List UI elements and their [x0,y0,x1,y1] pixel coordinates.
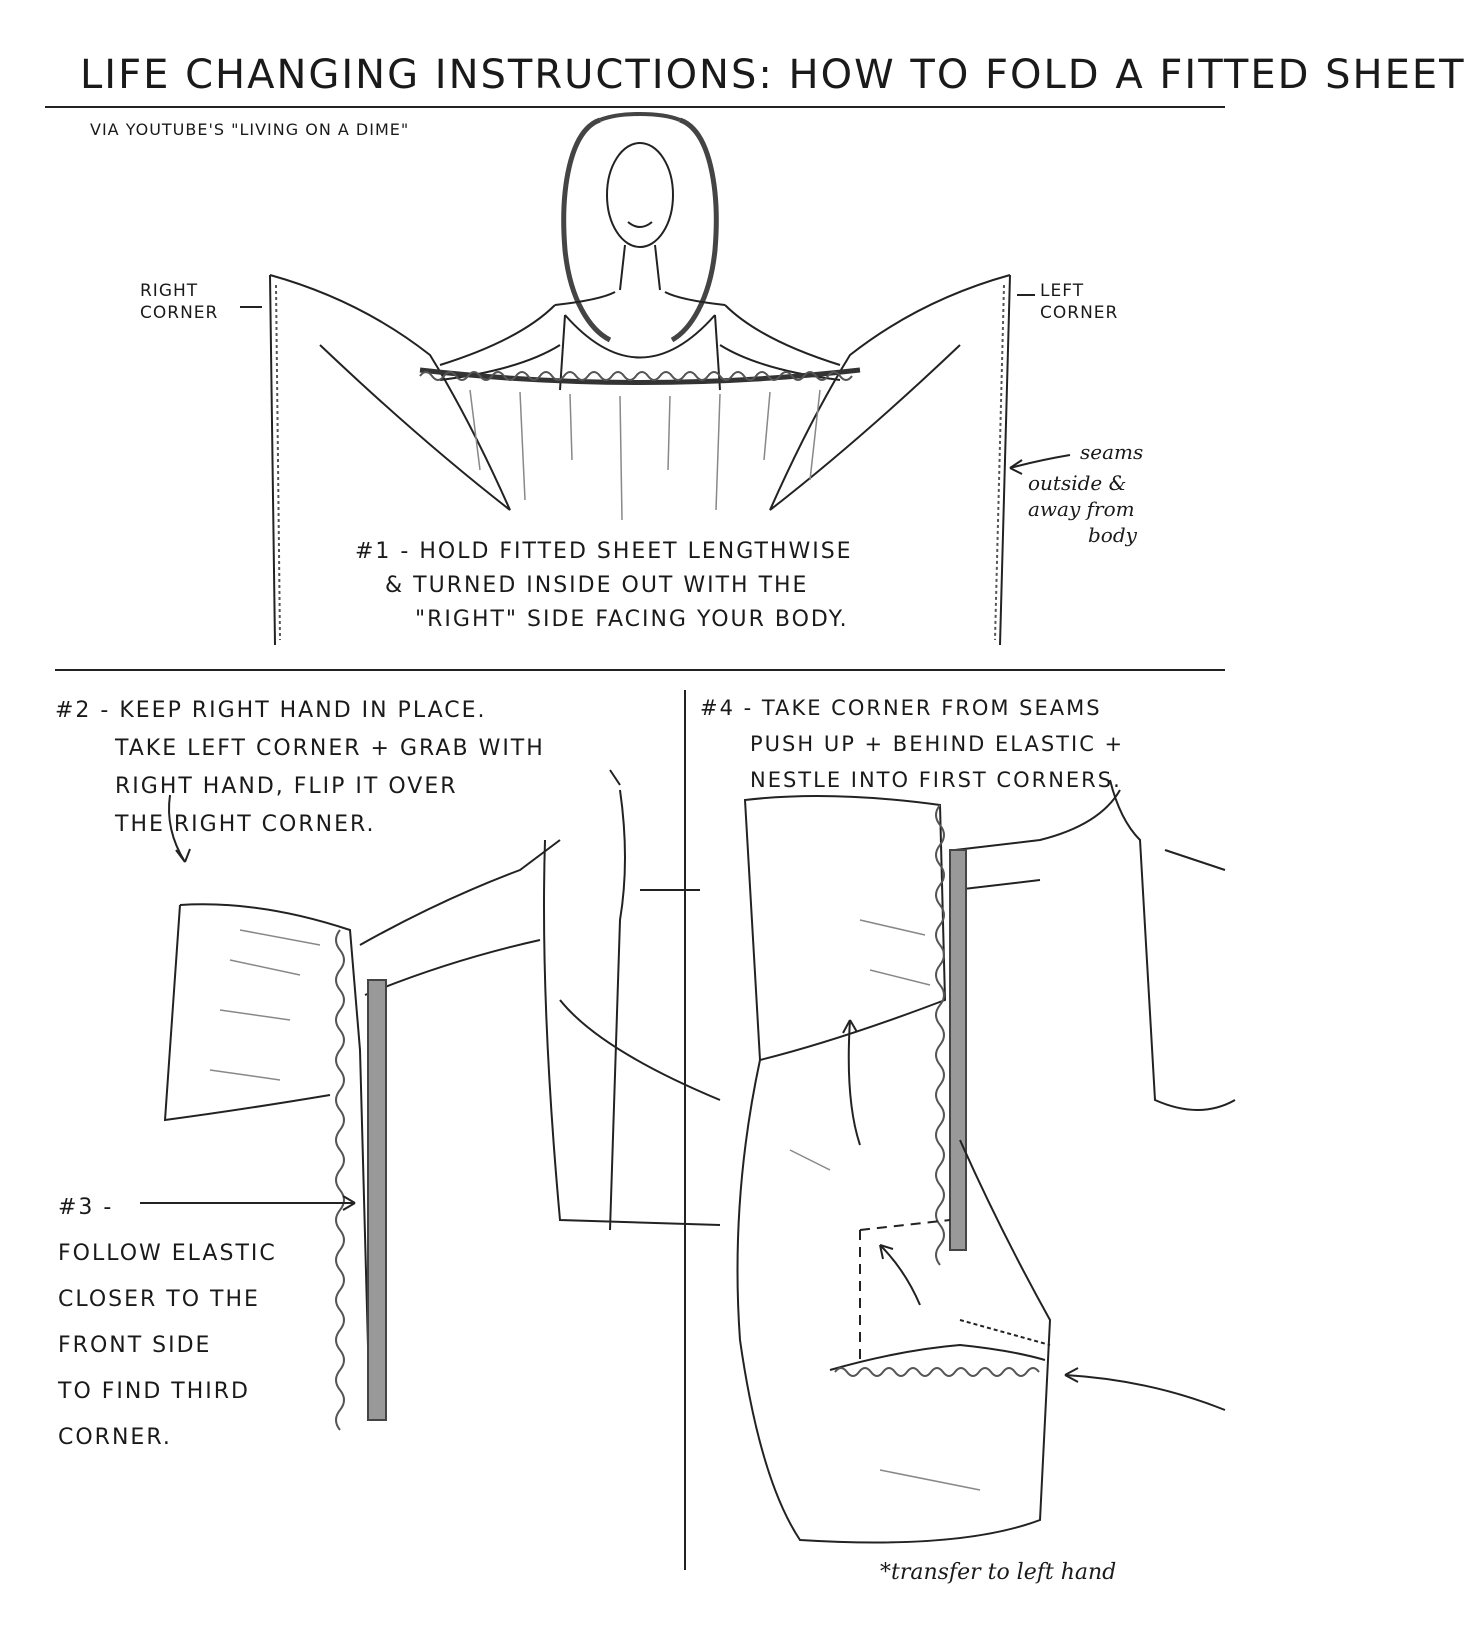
seams-label: seams [1080,440,1144,464]
footnote: *transfer to left hand [880,1560,1117,1585]
step1-line-2: & TURNED INSIDE OUT WITH THE [385,573,809,598]
step3-line-3: CLOSER TO THE [58,1287,260,1312]
panel1-figure [440,114,840,390]
step4-line-3: NESTLE INTO FIRST CORNERS. [750,768,1122,792]
step2-instructions [55,692,545,844]
step4-line-2: PUSH UP + BEHIND ELASTIC + [750,732,1125,756]
left-corner-label-line-2: CORNER [1040,303,1119,323]
seams-note-line-2: away from [1028,497,1135,521]
step1-line-3: "RIGHT" SIDE FACING YOUR BODY. [415,607,849,632]
step2-line-2: TAKE LEFT CORNER + GRAB WITH [115,736,545,761]
subtitle: VIA YOUTUBE'S "LIVING ON A DIME" [90,120,410,139]
step2-line-4: THE RIGHT CORNER. [115,812,376,837]
page-title: LIFE CHANGING INSTRUCTIONS: HOW TO FOLD A FITTED SHEET [80,52,1466,98]
left-corner-label-line-1: LEFT [1040,281,1085,301]
right-corner-label [140,280,218,324]
right-corner-label-line-1: RIGHT [140,281,199,301]
step3-line-2: FOLLOW ELASTIC [58,1241,277,1266]
step4-instructions [700,690,1124,798]
step2-line-3: RIGHT HAND, FLIP IT OVER [115,774,458,799]
step1-instructions [355,535,853,637]
step1-line-1: #1 - HOLD FITTED SHEET LENGTHWISE [355,539,853,564]
seams-note-line-3: body [1088,523,1137,547]
step3-line-4: FRONT SIDE [58,1333,212,1358]
left-corner-label [1040,280,1118,324]
step2-line-1: #2 - KEEP RIGHT HAND IN PLACE. [55,698,487,723]
step3-line-1: #3 - [58,1195,114,1220]
seams-note-line-1: outside & [1028,471,1127,495]
step3-line-5: TO FIND THIRD [58,1379,250,1404]
step3-instructions [58,1185,277,1461]
panel4-illustration [738,780,1236,1543]
step3-line-6: CORNER. [58,1425,172,1450]
step4-line-1: #4 - TAKE CORNER FROM SEAMS [700,696,1102,720]
seams-note [1028,470,1137,548]
right-corner-label-line-2: CORNER [140,303,219,323]
